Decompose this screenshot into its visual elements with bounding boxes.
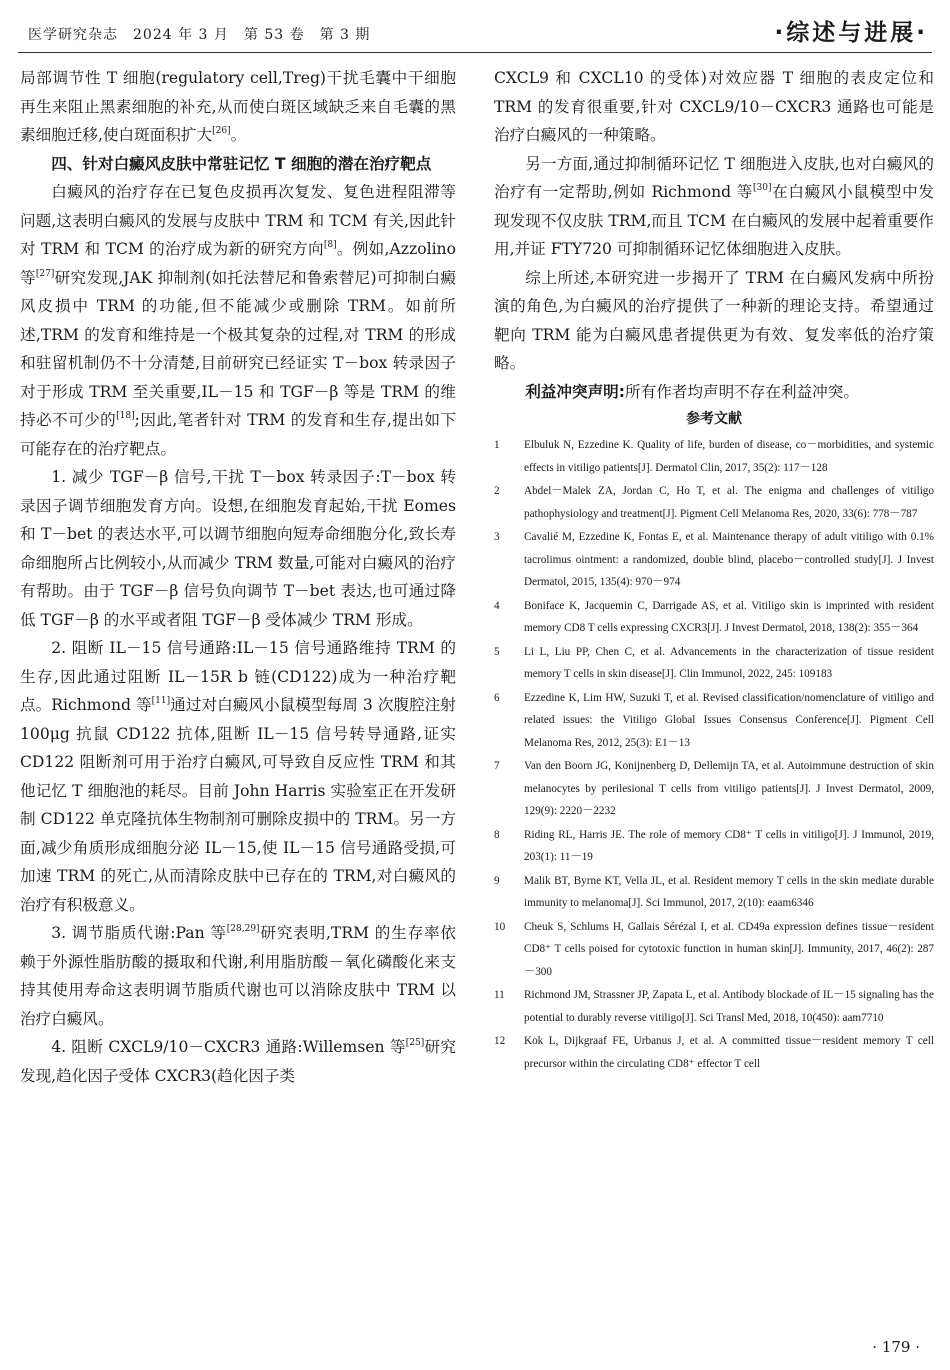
reference-text: Ezzedine K, Lim HW, Suzuki T, et al. Revised classification/nomenclature of vitiligo and related issues: the Vitiligo Global Issues Consensus Conference[J]. Pigment Cell Melanoma Res, 2012, 25(3): E1－13: [524, 691, 934, 749]
reference-text: Cavalié M, Ezzedine K, Fontas E, et al. Maintenance therapy of adult vitiligo with 0.1% tacrolimus ointment: a randomized, double blind, placebo－controlled study[J]. J Invest Dermatol, 2015, 135(4): 970－974: [524, 531, 934, 588]
paragraph: 2. 阻断 IL－15 信号通路:IL－15 信号通路维持 TRM 的生存,因此通过阻断 IL－15R b 链(CD122)成为一种治疗靶点。Richmond 等[11]通过对白癜风小鼠模型每周 3 次腹腔注射 100μg 抗鼠 CD122 抗体,阻断 IL－15 信号转导通路,证实 CD122 阻断剂可用于治疗白癜风,可导致自反应性 TRM 和其他记忆 T 细胞池的耗尽。目前 John Harris 实验室正在开发研制 CD122 单克隆抗体生物制剂可删除皮损中的 TRM。另一方面,减少角质形成细胞分泌 IL－15,使 IL－15 信号通路受损,可加速 TRM 的死亡,从而清除皮肤中已存在的 TRM,对白癜风的治疗有积极意义。: [20, 639, 456, 914]
left-column: [20, 64, 456, 1090]
reference-number: 7: [494, 760, 500, 772]
citation[interactable]: [26]: [212, 126, 231, 136]
reference-text: Van den Boorn JG, Konijnenberg D, Dellemijn TA, et al. Autoimmune destruction of skin melanocytes by perilesional T cells from vitiligo patients[J]. J Invest Dermatol, 2009, 129(9): 2220－2232: [524, 760, 934, 817]
citation[interactable]: [18]: [116, 411, 135, 421]
reference-text: Richmond JM, Strassner JP, Zapata L, et al. Antibody blockade of IL－15 signaling has the potential to durably reverse vitiligo[J]. Sci Transl Med, 2018, 10(450): aam7710: [524, 989, 934, 1024]
page-header: [18, 12, 932, 48]
journal-info: 医学研究杂志 2024 年 3 月 第 53 卷 第 3 期: [28, 27, 371, 43]
reference-item: [494, 595, 934, 640]
paragraph: 3. 调节脂质代谢:Pan 等[28,29]研究表明,TRM 的生存率依赖于外源性脂肪酸的摄取和代谢,利用脂肪酸－氧化磷酸化来支持其使用寿命这表明调节脂质代谢也可以消除皮肤中 TRM 以治疗白癜风。: [20, 924, 456, 1028]
reference-item: [494, 526, 934, 594]
reference-item: [494, 434, 934, 479]
references-title: 参考文献: [686, 411, 742, 427]
reference-item: [494, 870, 934, 915]
reference-text: Riding RL, Harris JE. The role of memory CD8⁺ T cells in vitiligo[J]. J Immunol, 2019, 203(1): 11－19: [524, 828, 934, 863]
reference-text: Malik BT, Byrne KT, Vella JL, et al. Resident memory T cells in the skin mediate durable immunity to melanoma[J]. Sci Immunol, 2017, 2(10): eaam6346: [524, 874, 934, 909]
citation[interactable]: [25]: [405, 1038, 425, 1048]
reference-number: 10: [494, 920, 506, 933]
reference-number: 1: [494, 439, 500, 451]
reference-item: [494, 480, 934, 525]
reference-item: [494, 687, 934, 755]
paragraph: 1. 减少 TGF－β 信号,干扰 T－box 转录因子:T－box 转录因子调节细胞发育方向。设想,在细胞发育起始,干扰 Eomes 和 T－bet 的表达水平,可以调节细胞向短寿命细胞分化,致长寿命细胞所占比例较小,从而减少 TRM 数量,可能对白癜风的治疗有帮助。由于 TGF－β 信号负向调节 T－bet 表达,也可通过降低 TGF－β 的水平或者阻 TGF－β 受体减少 TRM 形成。: [20, 468, 456, 629]
reference-number: 8: [494, 828, 500, 841]
reference-number: 2: [494, 485, 500, 497]
paragraph: 另一方面,通过抑制循环记忆 T 细胞进入皮肤,也对白癜风的治疗有一定帮助,例如 Richmond 等[30]在白癜风小鼠模型中发现发现不仅皮肤 TRM,而且 TCM 在白癜风的发展中起着重要作用,并证 FTY720 可抑制循环记忆体细胞进入皮肤。: [494, 154, 934, 258]
right-column: [494, 64, 934, 1076]
paragraph: 4. 阻断 CXCL9/10－CXCR3 通路:Willemsen 等[25]研究发现,趋化因子受体 CXCR3(趋化因子类: [20, 1038, 456, 1085]
reference-item: [494, 641, 934, 686]
reference-number: 12: [494, 1035, 506, 1047]
reference-item: [494, 1030, 934, 1075]
reference-number: 9: [494, 874, 500, 887]
paragraph: 综上所述,本研究进一步揭开了 TRM 在白癜风发病中所扮演的角色,为白癜风的治疗提供了一种新的理论支持。希望通过靶向 TRM 能为白癜风患者提供更为有效、复发率低的治疗策略。: [494, 268, 934, 372]
paragraph-continued: CXCL9 和 CXCL10 的受体)对效应器 T 细胞的表皮定位和 TRM 的发育很重要,针对 CXCL9/10－CXCR3 通路也可能是治疗白癜风的一种策略。: [494, 69, 934, 144]
reference-item: [494, 824, 934, 869]
citation[interactable]: [8]: [323, 240, 337, 250]
citation[interactable]: [30]: [753, 183, 772, 193]
paragraph: 白癜风的治疗存在已复色皮损再次复发、复色进程阻滞等问题,这表明白癜风的发展与皮肤中 TRM 和 TCM 有关,因此针对 TRM 和 TCM 的治疗成为新的研究方向[8]。例如,Azzolino 等[27]研究发现,JAK 抑制剂(如托法替尼和鲁索替尼)可抑制白癜风皮损中 TRM 的功能,但不能减少或删除 TRM。如前所述,TRM 的发育和维持是一个极其复杂的过程,对 TRM 的形成和驻留机制仍不十分清楚,目前研究已经证实 T－box 转录因子对于形成 TRM 至关重要,IL－15 和 TGF－β 等是 TRM 的维持必不可少的[18];因此,笔者针对 TRM 的发育和生存,提出如下可能存在的治疗靶点。: [20, 183, 456, 458]
reference-number: 11: [494, 989, 505, 1001]
paragraph-continued: 局部调节性 T 细胞(regulatory cell,Treg)干扰毛囊中干细胞再生来阻止黑素细胞的补充,从而使白斑区域缺乏来自毛囊的黑素细胞迁移,使白斑面积扩大[26]。: [20, 69, 456, 144]
conflict-of-interest: 利益冲突声明:所有作者均声明不存在利益冲突。: [525, 382, 859, 401]
reference-item: [494, 984, 934, 1029]
reference-text: Cheuk S, Schlums H, Gallais Sérézal I, et al. CD49a expression defines tissue－resident CD8⁺ T cells poised for cytotoxic function in human skin[J]. Immunity, 2017, 46(2): 287－300: [524, 920, 934, 978]
reference-number: 5: [494, 645, 500, 658]
reference-text: Elbuluk N, Ezzedine K. Quality of life, burden of disease, co－morbidities, and systemic effects in vitiligo patients[J]. Dermatol Clin, 2017, 35(2): 117－128: [524, 439, 934, 474]
section-heading: 四、针对白癜风皮肤中常驻记忆 T 细胞的潜在治疗靶点: [51, 154, 432, 173]
citation[interactable]: [11]: [151, 696, 171, 706]
reference-number: 6: [494, 691, 500, 704]
page-number: · 179 ·: [872, 1338, 920, 1356]
reference-number: 3: [494, 531, 500, 543]
reference-list: [494, 434, 934, 1075]
citation[interactable]: [27]: [35, 268, 55, 279]
reference-item: [494, 916, 934, 984]
reference-text: Li L, Liu PP, Chen C, et al. Advancements in the characterization of tissue resident memory T cells in skin disease[J]. Clin Immunol, 2022, 245: 109183: [524, 645, 934, 680]
header-rule: [18, 52, 932, 53]
citation[interactable]: [28,29]: [226, 924, 260, 934]
reference-text: Kok L, Dijkgraaf FE, Urbanus J, et al. A committed tissue－resident memory T cell precursor within the circulating CD8⁺ effector T cell: [524, 1035, 934, 1070]
reference-item: [494, 755, 934, 823]
reference-number: 4: [494, 599, 500, 612]
reference-text: Boniface K, Jacquemin C, Darrigade AS, et al. Vitiligo skin is imprinted with resident memory CD8 T cells expressing CXCR3[J]. J Invest Dermatol, 2018, 138(2): 355－364: [524, 599, 934, 634]
reference-text: Abdel－Malek ZA, Jordan C, Ho T, et al. The enigma and challenges of vitiligo pathophysiology and treatment[J]. Pigment Cell Melanoma Res, 2020, 33(6): 778－787: [524, 485, 934, 520]
section-label: ·综述与进展·: [774, 20, 928, 46]
coi-label: 利益冲突声明:: [525, 382, 625, 401]
